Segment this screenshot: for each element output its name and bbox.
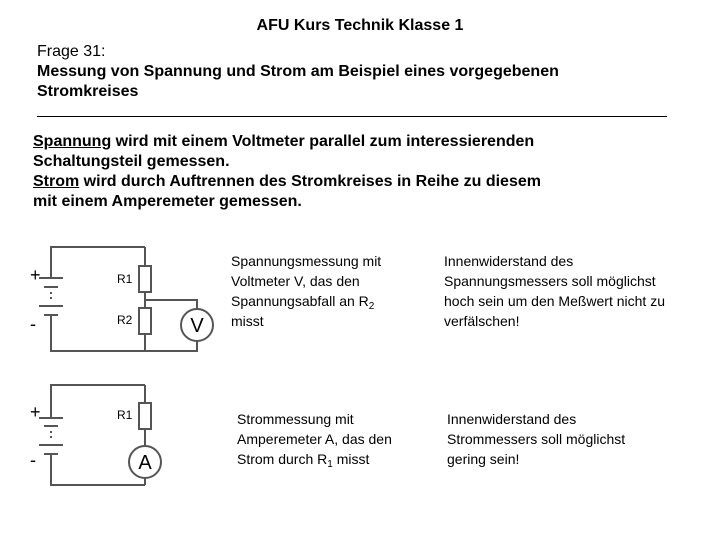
voltage-note-line1: Innenwiderstand des (444, 253, 574, 269)
current-desc-line3-end: misst (332, 451, 370, 467)
voltage-note-line2: Spannungsmessers soll möglichst (444, 273, 656, 289)
voltmeter-label: V (190, 315, 204, 337)
current-keyword: Strom (33, 173, 80, 190)
r1-label: R1 (117, 272, 133, 286)
current-r1-resistor (139, 403, 151, 429)
question-label: Frage 31: (37, 43, 106, 60)
current-r1-label: R1 (117, 408, 133, 422)
intro-voltage-line2: Schaltungsteil gemessen. (33, 153, 230, 170)
ammeter-label: A (138, 452, 152, 474)
question-text-line2: Stromkreises (37, 83, 139, 100)
voltage-keyword: Spannung (33, 133, 112, 150)
voltage-note-line4: verfälschen! (444, 313, 520, 329)
voltage-desc-line3-text: Spannungsabfall an R (231, 293, 369, 309)
current-desc-line1: Strommessung mit (237, 411, 354, 427)
current-note-line2: Strommessers soll möglichst (447, 431, 626, 447)
current-desc-line3 (237, 449, 392, 469)
current-desc-line3-text: Strom durch R (237, 451, 328, 467)
voltage-desc-line4: misst (231, 313, 264, 329)
voltage-note-line3: hoch sein um den Meßwert nicht zu (444, 293, 665, 309)
current-desc-line2: Amperemeter A, das den (237, 431, 392, 447)
r2-label: R2 (117, 313, 133, 327)
minus-sign: - (30, 314, 36, 334)
current-rest: wird durch Auftrennen des Stromkreises in Reihe zu diesem (79, 173, 541, 190)
voltage-desc-line2: Voltmeter V, das den (231, 273, 360, 289)
current-plus-sign: + (30, 402, 41, 422)
current-note-line1: Innenwiderstand des (447, 411, 577, 427)
voltage-rest: wird mit einem Voltmeter parallel zum interessierenden (111, 133, 535, 150)
current-description (237, 409, 392, 469)
voltage-desc-line1: Spannungsmessung mit (231, 253, 382, 269)
voltage-desc-subscript: 2 (368, 301, 375, 312)
page-title: AFU Kurs Technik Klasse 1 (256, 17, 464, 34)
current-note-line3: gering sein! (447, 451, 520, 467)
plus-sign: + (30, 265, 41, 285)
question-text-line1: Messung von Spannung und Strom am Beispiel eines vorgegebenen (37, 63, 559, 80)
current-minus-sign: - (30, 450, 36, 470)
current-note (447, 409, 625, 469)
current-desc-subscript: 1 (327, 459, 333, 470)
intro-current-line2: mit einem Amperemeter gemessen. (33, 193, 302, 210)
